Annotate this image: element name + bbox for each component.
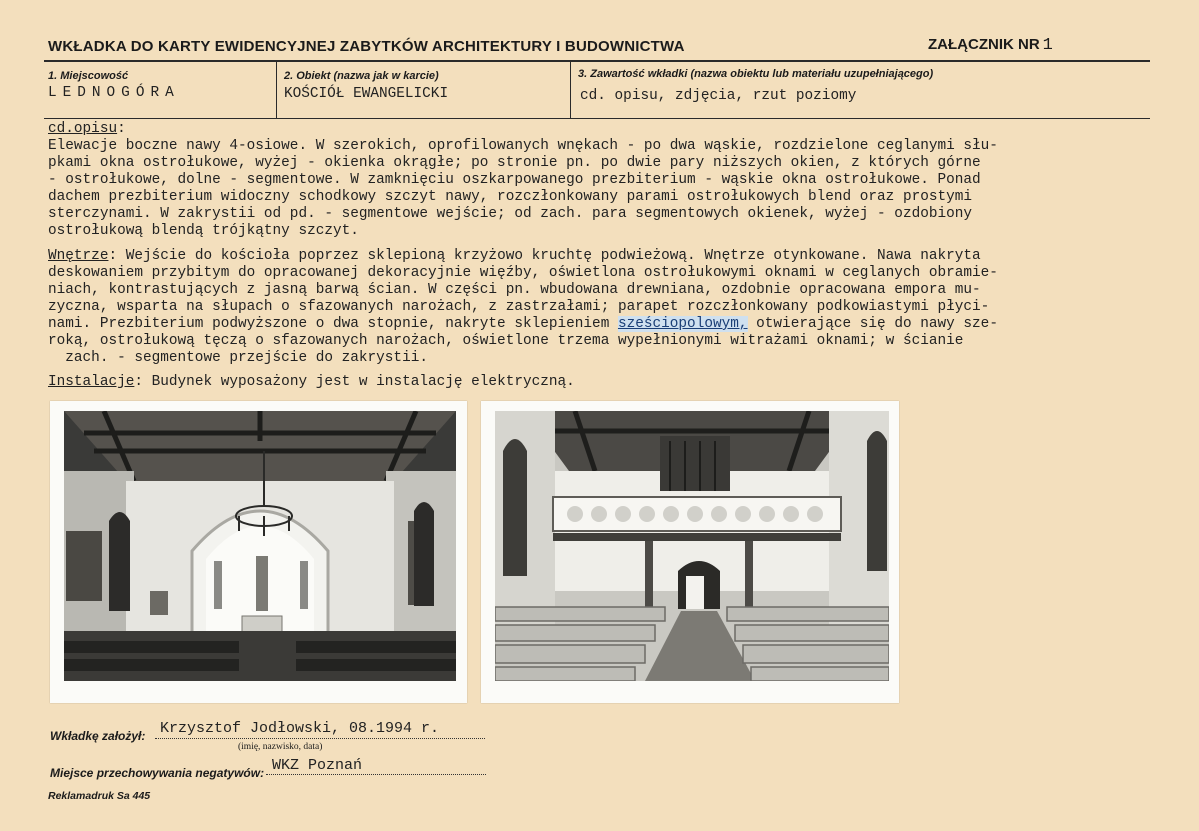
photo-chancel xyxy=(64,411,456,681)
interior-line: zyczna, wsparta na słupach o sfazowanych narożach, z zastrzałami; parapet rozczłonkowany podkowiastymi płyci- xyxy=(48,299,990,315)
author-hint: (imię, nazwisko, data) xyxy=(238,742,323,752)
installations-heading: Instalacje xyxy=(48,374,135,390)
description-line: pkami okna ostrołukowe, wyżej - okienka okrągłe; po stronie pn. po dwie pary niższych okien, z których górne xyxy=(48,155,981,171)
interior-line-highlighted xyxy=(48,316,998,333)
card-title: WKŁADKA DO KARTY EWIDENCYJNEJ ZABYTKÓW ARCHITEKTURY I BUDOWNICTWA xyxy=(48,38,685,55)
annex-number: 1 xyxy=(1042,36,1053,55)
field-divider-2 xyxy=(570,62,571,118)
interior-first-text: Wejście do kościoła poprzez sklepioną krzyżowo kruchtę podwieżową. Wnętrze otynkowane. Nawa nakryta xyxy=(125,248,981,264)
nave-interior-image xyxy=(495,411,889,681)
installations-text: Budynek wyposażony jest w instalację elektryczną. xyxy=(151,374,575,390)
photo-nave xyxy=(495,411,889,681)
content-value: cd. opisu, zdjęcia, rzut poziomy xyxy=(580,88,857,104)
highlighted-word[interactable]: sześciopolowym, xyxy=(617,316,748,332)
object-label: 2. Obiekt (nazwa jak w karcie) xyxy=(284,70,439,82)
interior-line-post: otwierające się do nawy sze- xyxy=(747,316,998,332)
content-label: 3. Zawartość wkładki (nazwa obiektu lub materiału uzupełniającego) xyxy=(578,68,934,80)
negatives-label: Miejsce przechowywania negatywów: xyxy=(50,766,265,780)
field-divider-1 xyxy=(276,62,277,118)
interior-line: deskowaniem przybitym do opracowanej dekoracyjnie więźby, oświetlona ostrołukowymi oknami w ceglanych obramie- xyxy=(48,265,998,281)
author-value: Krzysztof Jodłowski, 08.1994 r. xyxy=(160,720,440,737)
locality-value: LEDNOGÓRA xyxy=(48,85,180,101)
printer-imprint: Reklamadruk Sa 445 xyxy=(48,790,151,802)
fields-bottom-rule xyxy=(44,118,1150,119)
annex-label-text: ZAŁĄCZNIK NR xyxy=(928,36,1040,53)
interior-first-line: Wnętrze: Wejście do kościoła poprzez sklepioną krzyżowo kruchtę podwieżową. Wnętrze otynkowane. Nawa nakryta xyxy=(48,248,981,264)
photo-frame-nave xyxy=(481,401,899,703)
description-heading-text: cd.opisu xyxy=(48,121,118,137)
description-line: dachem prezbiterium widoczny schodkowy szczyt nawy, rozczłonkowany parami ostrołukowych blend oraz prostymi xyxy=(48,189,973,205)
negatives-label-text: Miejsce przechowywania negatywów xyxy=(50,766,261,780)
interior-line: niach, kontrastujących z jasną barwą ścian. W części pn. wbudowana drewniana, ozdobnie opracowana empora mu- xyxy=(48,282,981,298)
annex-label xyxy=(928,36,1053,55)
interior-line: roką, ostrołukową tęczą o sfazowanych narożach, oświetlone trzema wypełnionymi witrażami oknami; w ścianie xyxy=(48,333,964,349)
photo-frame-chancel xyxy=(50,401,467,703)
author-label-text: Wkładkę założył xyxy=(50,729,142,743)
negatives-value: WKZ Poznań xyxy=(272,757,363,774)
negatives-dotline xyxy=(266,774,486,775)
interior-line: zach. - segmentowe przejście do zakrystii. xyxy=(48,350,428,366)
description-heading: cd.opisu: xyxy=(48,121,126,137)
interior-line-pre: nami. Prezbiterium podwyższone o dwa stopnie, nakryte sklepieniem xyxy=(48,316,618,332)
locality-label: 1. Miejscowość xyxy=(48,70,129,82)
object-value: KOŚCIÓŁ EWANGELICKI xyxy=(284,86,449,102)
installations-line: Instalacje: Budynek wyposażony jest w instalację elektryczną. xyxy=(48,374,575,390)
description-line: sterczynami. W zakrystii od pd. - segmentowe wejście; od zach. para segmentowych okienek, wyżej - ozdobiony xyxy=(48,206,973,222)
description-line: Elewacje boczne nawy 4-osiowe. W szerokich, oprofilowanych wnękach - po dwa wąskie, rozdzielone ceglanymi słu- xyxy=(48,138,998,154)
header-rule xyxy=(44,60,1150,62)
author-dotline xyxy=(155,738,485,739)
chancel-interior-image xyxy=(64,411,456,681)
description-line: - ostrołukowe, dolne - segmentowe. W zamknięciu oszkarpowanego prezbiterium - wąskie okna ostrołukowe. Ponad xyxy=(48,172,981,188)
interior-heading: Wnętrze xyxy=(48,248,109,264)
description-line: ostrołukową blendą trójkątny szczyt. xyxy=(48,223,359,239)
author-label: Wkładkę założył: xyxy=(50,729,146,743)
